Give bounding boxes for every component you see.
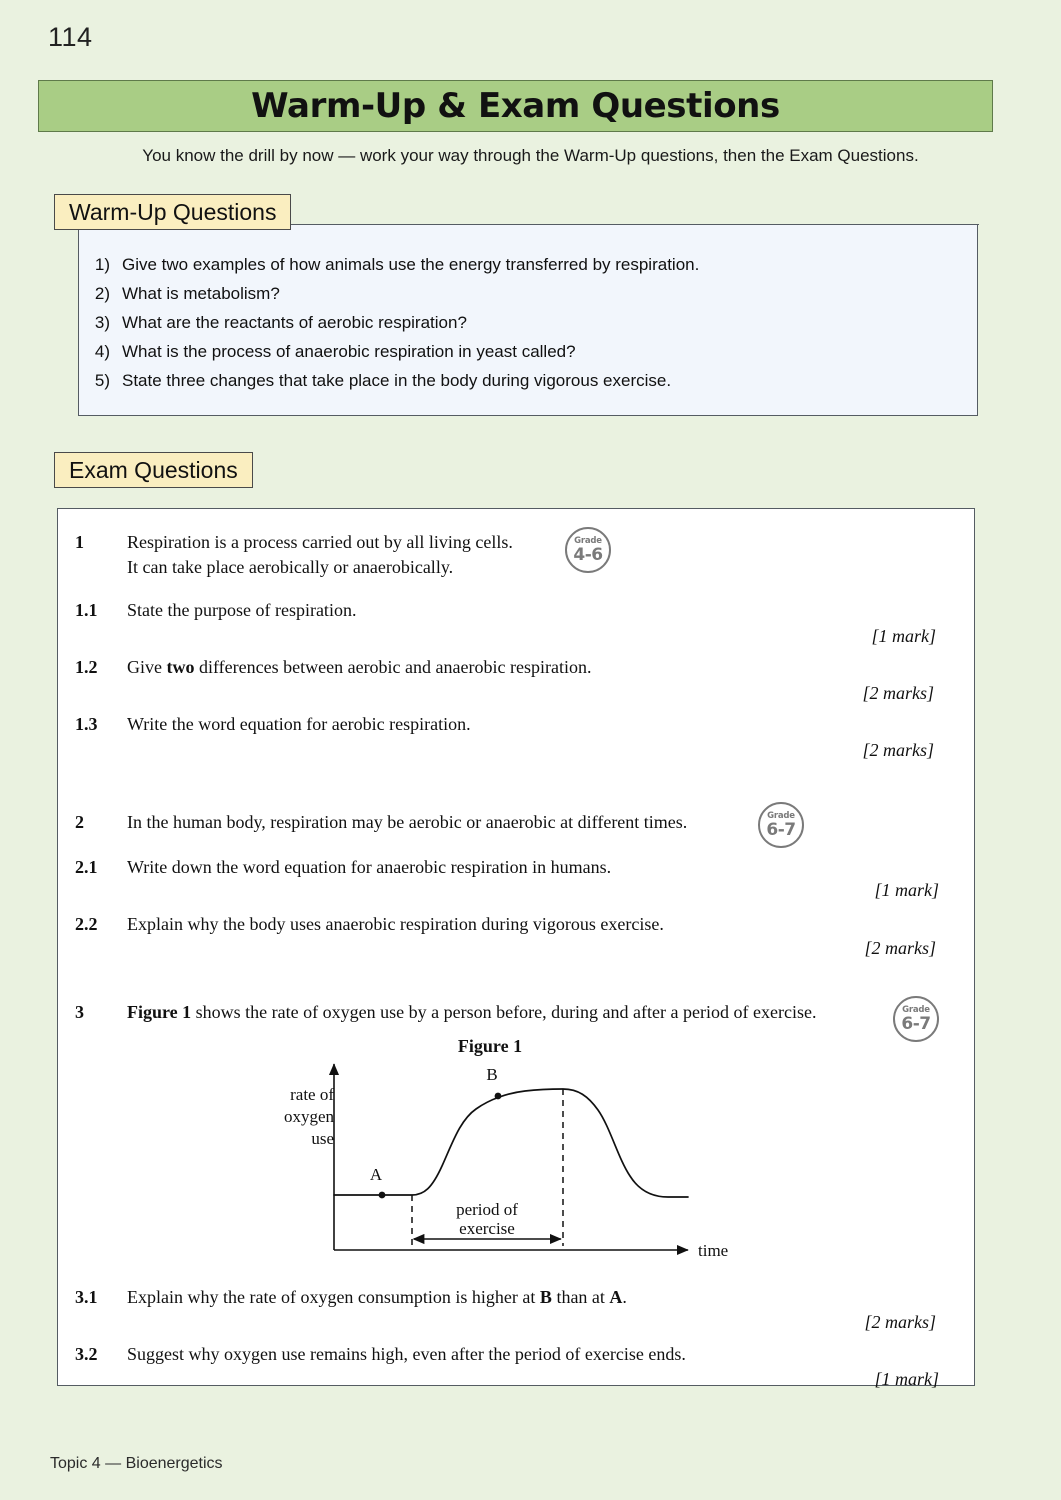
grade-stamp-word: Grade bbox=[574, 535, 602, 546]
question-text bbox=[127, 655, 935, 680]
data-point-a bbox=[379, 1192, 386, 1199]
list-item bbox=[88, 337, 888, 366]
grade-stamp-6-7 bbox=[893, 996, 939, 1042]
grade-stamp-word: Grade bbox=[902, 1004, 930, 1015]
question-1-3 bbox=[75, 712, 935, 737]
question-2-2 bbox=[75, 912, 935, 937]
question-number: 1.3 bbox=[75, 714, 98, 734]
list-item bbox=[88, 366, 888, 395]
marks-allocation: [2 marks] bbox=[862, 683, 934, 703]
question-text: In the human body, respiration may be aerobic or anaerobic at different times. bbox=[127, 812, 688, 832]
warm-up-item-number: 3) bbox=[94, 313, 110, 332]
y-axis-label-line-2: oxygen bbox=[283, 1107, 334, 1126]
warm-up-question-list bbox=[88, 250, 888, 395]
question-1-1 bbox=[75, 598, 935, 623]
q3-1-post: . bbox=[622, 1287, 627, 1307]
grade-stamp-range: 6-7 bbox=[766, 819, 796, 840]
marks-allocation: [2 marks] bbox=[864, 938, 936, 958]
warm-up-section-tab bbox=[54, 194, 291, 230]
warm-up-item-number: 2) bbox=[94, 284, 110, 303]
x-axis-label: time bbox=[698, 1241, 729, 1260]
marks-allocation: [2 marks] bbox=[864, 1312, 936, 1332]
y-axis-label-line-3: use bbox=[311, 1129, 334, 1148]
list-item bbox=[88, 279, 888, 308]
question-3-stem bbox=[75, 1000, 895, 1025]
q1-2-emphasis: two bbox=[166, 657, 195, 677]
q3-1-mid: than at bbox=[551, 1287, 610, 1307]
question-2-stem bbox=[75, 810, 755, 835]
footer-topic-label: Topic 4 — Bioenergetics bbox=[50, 1455, 223, 1472]
question-1-line-1: Respiration is a process carried out by all living cells. bbox=[127, 532, 513, 552]
list-item bbox=[88, 250, 888, 279]
page-title-banner bbox=[38, 80, 993, 132]
question-text: Write down the word equation for anaerobic respiration in humans. bbox=[127, 857, 612, 877]
grade-stamp-range: 6-7 bbox=[901, 1013, 931, 1034]
question-2-1 bbox=[75, 855, 935, 880]
exam-section-tab bbox=[54, 452, 253, 488]
q3-1-point-a: A bbox=[609, 1287, 623, 1307]
intro-text: You know the drill by now — work your way through the Warm-Up questions, then the Exam Questions. bbox=[142, 146, 919, 165]
figure-caption: Figure 1 bbox=[457, 1036, 523, 1056]
question-text bbox=[127, 1285, 935, 1310]
question-number: 3 bbox=[75, 1002, 84, 1022]
marks-allocation: [1 mark] bbox=[871, 626, 936, 646]
grade-stamp-word: Grade bbox=[767, 810, 795, 821]
question-number: 1 bbox=[75, 532, 84, 552]
list-item bbox=[88, 308, 888, 337]
figure-reference: Figure 1 bbox=[127, 1002, 192, 1022]
warm-up-item-text: State three changes that take place in the body during vigorous exercise. bbox=[122, 371, 672, 390]
grade-stamp-6-7 bbox=[758, 802, 804, 848]
question-text: State the purpose of respiration. bbox=[127, 600, 357, 620]
grade-stamp-range: 4-6 bbox=[573, 544, 603, 565]
question-1-line-2: It can take place aerobically or anaerobically. bbox=[127, 557, 454, 577]
question-text bbox=[127, 530, 555, 580]
question-number: 2.1 bbox=[75, 857, 98, 877]
warm-up-item-text: What is metabolism? bbox=[122, 284, 280, 303]
warm-up-item-number: 5) bbox=[94, 371, 110, 390]
question-text bbox=[127, 1000, 895, 1025]
exercise-span-label-line-2: exercise bbox=[459, 1219, 515, 1238]
data-point-b-label: B bbox=[486, 1065, 498, 1084]
question-1-2 bbox=[75, 655, 935, 680]
question-number: 1.2 bbox=[75, 657, 98, 677]
figure-1 bbox=[240, 1036, 740, 1286]
oxygen-use-curve bbox=[334, 1089, 688, 1197]
question-1-stem bbox=[75, 530, 555, 580]
question-number: 2.2 bbox=[75, 914, 98, 934]
question-text: Explain why the body uses anaerobic respiration during vigorous exercise. bbox=[127, 914, 664, 934]
exercise-span-label-line-1: period of bbox=[456, 1200, 518, 1219]
oxygen-use-line-chart bbox=[320, 1048, 740, 1280]
warm-up-item-text: What is the process of anaerobic respiration in yeast called? bbox=[122, 342, 576, 361]
page-number: 114 bbox=[48, 22, 93, 52]
grade-stamp-4-6 bbox=[565, 527, 611, 573]
marks-allocation: [1 mark] bbox=[874, 1369, 939, 1389]
question-number: 3.2 bbox=[75, 1344, 98, 1364]
warm-up-box-top-rule bbox=[322, 224, 979, 225]
data-point-a-label: A bbox=[369, 1165, 383, 1184]
marks-allocation: [1 mark] bbox=[874, 880, 939, 900]
question-3-2 bbox=[75, 1342, 935, 1367]
q1-2-pre: Give bbox=[127, 657, 167, 677]
question-number: 3.1 bbox=[75, 1287, 98, 1307]
page-title: Warm-Up & Exam Questions bbox=[251, 86, 780, 126]
question-number: 1.1 bbox=[75, 600, 98, 620]
question-3-1 bbox=[75, 1285, 935, 1310]
warm-up-item-number: 4) bbox=[94, 342, 110, 361]
exam-tab-label: Exam Questions bbox=[69, 456, 238, 483]
warm-up-tab-label: Warm-Up Questions bbox=[69, 198, 277, 225]
warm-up-item-text: What are the reactants of aerobic respiration? bbox=[122, 313, 467, 332]
q3-1-point-b: B bbox=[539, 1287, 552, 1307]
question-number: 2 bbox=[75, 812, 84, 832]
y-axis-label-line-1: rate of bbox=[290, 1085, 334, 1104]
marks-allocation: [2 marks] bbox=[862, 740, 934, 760]
warm-up-item-number: 1) bbox=[94, 255, 110, 274]
question-text: Suggest why oxygen use remains high, even after the period of exercise ends. bbox=[127, 1344, 686, 1364]
q1-2-post: differences between aerobic and anaerobic respiration. bbox=[194, 657, 592, 677]
question-text: Write the word equation for aerobic respiration. bbox=[127, 714, 471, 734]
q3-post: shows the rate of oxygen use by a person before, during and after a period of exercise. bbox=[191, 1002, 817, 1022]
warm-up-item-text: Give two examples of how animals use the energy transferred by respiration. bbox=[122, 255, 700, 274]
data-point-b bbox=[495, 1093, 502, 1100]
q3-1-pre: Explain why the rate of oxygen consumption is higher at bbox=[127, 1287, 540, 1307]
